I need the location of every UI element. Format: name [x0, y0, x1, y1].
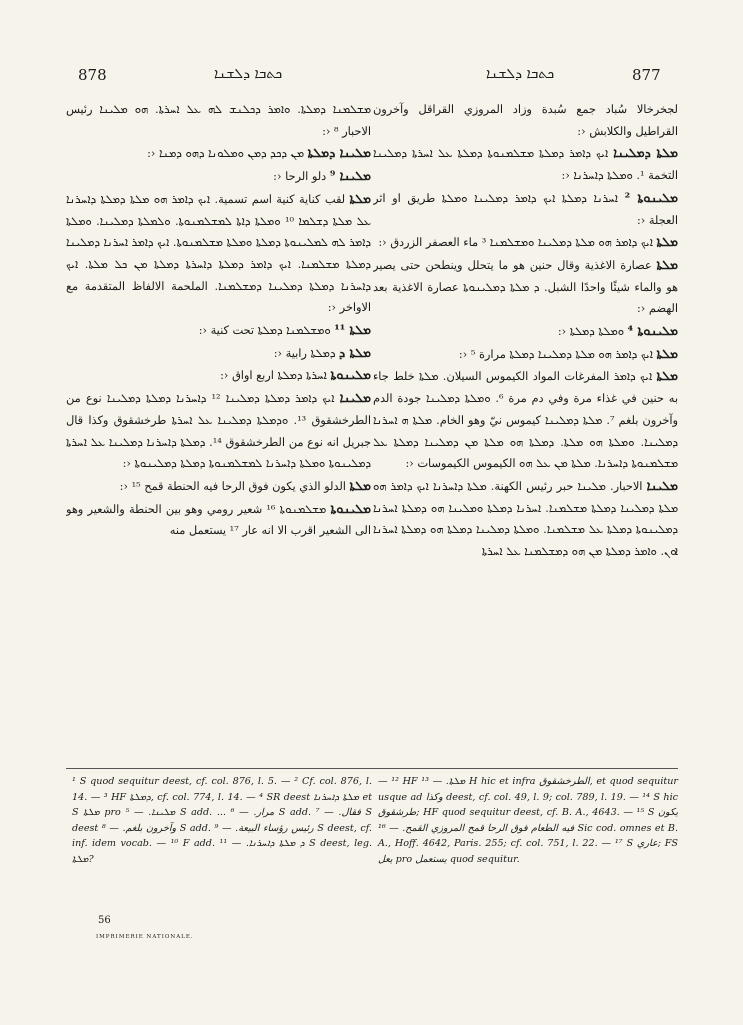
- lexicon-entry: [66, 387, 371, 475]
- lexicon-entry: [373, 142, 678, 186]
- entry-text: لقب كناية كنية اسم تسمية. ܐܝܟ ܕܐܡܪ ܗܘ ܡܠܬܐ ܕܡܠܬܐ ܕܐܚܪܢܐ ܥܠ ܡܠܬܐ ܕܫܠܡܐ ¹⁰ ܘܡܠܬܐ ܕܐܬܐ ܠܡܫܠܡܢܘܬܐ. ܘܠܡܠܬܐ ܕܡܠܝܢܐ. ܘܡܠܬܐ ܕܐܡܪ ܠܗ ܠܡܠܝܢܘܬܐ ܕܡܠܬܐ ܘܡܠܬܐ ܡܫܠܡܢܘܬܐ. ܐܝܟ ܕܐܡܪ ܐܚܪܢܐ ܕܡܠܝܢܐ ܕܡܠܬܐ ܡܫܠܡܢܐ. ܐܝܟ ܕܐܡܪ ܕܡܠܬܐ ܕܐܚܪܬܐ ܕܡܠܬܐ ܡܢ ܟܠ ܡܠܬܐ. ܐܝܟ ܕܐܚܪܢܐ ܕܡܠܬܐ ܕܡܠܝܢܐ ܕܡܫܠܡܢܐ. الملحمة الالفاظ المتقدمة مع الاواخر ‹:: [66, 192, 371, 315]
- entry-headword: ܡܠܝܢܘܬܐ ²: [624, 189, 678, 205]
- left-running-title: ܟܬܒܐ ܕܠܫܢܐ: [214, 66, 283, 82]
- lexicon-entry: [373, 343, 678, 366]
- right-running-title: ܟܬܒܐ ܕܠܫܢܐ: [486, 66, 555, 82]
- entry-text: ܐܝܟ ܕܐܡܪ ܗܘ ܡܠܬܐ ܕܡܠܝܢܐ ܕܡܠܬܐ مرارة ⁵ ‹:: [458, 347, 657, 361]
- entry-text: الدلو الذي يكون فوق الرحا فيه الحنطة قمح ¹⁵ ‹:: [119, 479, 350, 493]
- left-column: [66, 98, 371, 753]
- entry-text: عصارة الاغذية وقال حنين هو ما يتحلل وينطحن حتى يصير هو والماء شيئًا واحدًا الشبل. ܕ ܡܠܬܐ ܕܡܠܝܢܘܬܐ عصارة الاغذية بعد الهضم ‹:: [373, 258, 678, 316]
- lexicon-entry: [373, 231, 678, 254]
- entry-headword: ܡܠܝܢܐ: [339, 390, 371, 406]
- footnote-rule: [66, 768, 678, 769]
- right-column: [373, 98, 678, 753]
- entry-text: ܘܡܫܠܡܢܐ ܕܡܠܬܐ تحت كنية ‹:: [198, 324, 335, 338]
- entry-headword: ܡܠܬܐ: [349, 190, 371, 206]
- lexicon-entry: [66, 342, 371, 365]
- lexicon-entry: [66, 142, 371, 165]
- entry-text: دلو الرحا ‹:: [273, 170, 330, 184]
- right-page-number: 877: [632, 66, 661, 84]
- lexicon-entry: [373, 187, 678, 231]
- entry-headword: ܡܠܝܢܘܬܐ: [330, 367, 371, 383]
- entry-text: ܐܝܟ ܕܐܡܪ ܕܡܠܬܐ ܡܫܠܡܢܘܬܐ ܕܡܠܬܐ ܥܠ ܐܚܪܬܐ ܕܡܠܝܢܐ التخمة ¹. ܘܡܠܬܐ ܕܐܚܪܢܐ ‹:: [373, 147, 678, 183]
- footnote-text: ¹ S quod sequitur deest, cf. col. 876, l. 5. — ² Cf. col. 876, l. 14. — ³ HF ܕܡܠܬܐ, cf. col. 774, l. 14. — ⁴ SR deest ܡܠܬܐ ܕܐܚܪܢܐ et S ܡܠܬܐ pro ܡܠܝܢܐ. — ⁵ S add. ... مرار. — ⁶ S add. فقال. — ⁷ S deest وآخرون بلغم. — ⁸ S add. رئيس رؤساء البيعة. — ⁹ S deest, cf. inf. idem vocab. — ¹⁰ F add. ܕ ܡܠܬܐ ܕܐܚܪܢܐ. — ¹¹ S deest, leg. ܡܠܬܐ?: [72, 776, 373, 865]
- lexicon-entry: [373, 254, 678, 320]
- lexicon-entry: [373, 98, 678, 142]
- entry-text: ܐܚܪܬܐ ܕܡܠܬܐ اربع اواق ‹:: [220, 369, 331, 383]
- lexicon-entry: [66, 165, 371, 188]
- lexicon-entry: [373, 365, 678, 475]
- lexicon-entry: [66, 98, 371, 142]
- lexicon-entry: [373, 475, 678, 563]
- lexicon-entry: [66, 475, 371, 498]
- entry-headword: ܡܠܬܐ: [656, 234, 678, 250]
- entry-headword: ܡܠܬܐ ¹¹: [334, 322, 371, 338]
- signature-mark: 56: [98, 915, 111, 926]
- entry-text: ܡܫܠܡܢܘܬܐ ¹⁶ شعير رومي وهو بين الحنطة والشعير وهو الى الشعير اقرب الا انه عار ¹⁷ يستعمل منه: [66, 502, 371, 538]
- entry-text: ܘܡܠܬܐ ܕܡܠܬܐ ‹:: [557, 325, 628, 339]
- entry-text: ܡܫܠܡܢܐ ܕܡܠܬܐ. ܘܐܡܪ ܕܟܠܢܫ ܠܗ ܥܠ ܐܚܪܬܐ. ܗܘ ܡܠܝܢܐ رئيس الاحبار ⁸ ‹:: [66, 103, 371, 138]
- left-page-number: 878: [78, 66, 107, 84]
- entry-text: ܐܝܟ ܕܐܡܪ ܕܡܠܬܐ ܕܡܠܝܢܐ ¹² ܕܐܚܪܢܐ ܕܡܠܬܐ ܕܡܠܝܢܐ نوع من الطرخشقوق ¹³. ܘܕܡܠܬܐ ܕܡܠܝܢܐ ܥܠ ܐܚܪܬܐ طرخشقوق وكذا قال جبريل انه نوع من الطرخشقوق ¹⁴. ܕܡܠܬܐ ܕܐܚܪܢܐ ܕܡܠܝܢܐ ܥܠ ܐܚܪܬܐ ܕܡܠܝܢܘܬܐ ܘܡܠܬܐ ܕܐܚܪܢܐ ܠܡܫܠܡܢܘܬܐ ܕܡܠܬܐ ܕܡܠܝܢܘܬܐ ‹:: [66, 392, 371, 471]
- footnotes-left: [72, 774, 372, 868]
- entry-headword: ܡܠܝܢܐ: [646, 477, 678, 493]
- entry-headword: ܡܠܝܢܘܬܐ ⁴: [627, 323, 678, 339]
- entry-headword: ܡܠܬܐ: [349, 477, 371, 493]
- entry-headword: ܡܠܬܐ ܕ: [339, 344, 371, 360]
- entry-headword: ܡܠܬܐ: [656, 256, 678, 272]
- entry-text: ܕܡܠܬܐ رابية ‹:: [273, 346, 340, 360]
- entry-headword: ܡܠܬܐ ܕܡܠܝܢܐ: [613, 145, 678, 161]
- imprint-line: IMPRIMERIE NATIONALE.: [96, 934, 194, 940]
- entry-text: ܐܚܪܢܐ ܕܡܠܬܐ ܐܝܟ ܕܐܡܪ ܕܡܠܝܢܐ ܘܡܠܬܐ طريق او اثر العجلة ‹:: [373, 191, 678, 227]
- lexicon-entry: [66, 319, 371, 342]
- entry-text: الاحبار. ܡܠܝܢܐ حبر رئيس الكهنة. ܡܠܬܐ ܕܐܚܪܢܐ ܐܝܟ ܕܐܡܪ ܗܘ ܡܠܬܐ ܕܡܠܝܢܐ ܕܡܠܬܐ ܡܫܠܡܢܐ. ܐܚܪܢܐ ܕܡܠܬܐ ܘܡܠܝܢܐ ܗܘ ܕܡܠܬܐ ܐܚܪܢܐ ܕܡܠܝܢܘܬܐ ܕܡܠܬܐ ܥܠ ܡܫܠܡܢܐ. ܘܡܠܬܐ ܕܡܠܝܢܐ ܕܡܠܬܐ ܗܘ ܕܡܠܬܐ ܐܚܪܢܐ ܐܘܢ. ܘܐܡܪ ܕܡܠܬܐ ܡܢ ܗܘ ܕܡܫܠܡܢܐ ܥܠ ܐܚܪܬܐ: [373, 479, 678, 559]
- entry-headword: ܡܠܬܐ: [656, 368, 678, 384]
- entry-text: لجخرخالا سُباد جمع سُبدة وزاد المروزي القراقل وآخرون القراطيل والكلابش ‹:: [373, 103, 678, 138]
- entry-headword: ܡܠܬܐ: [656, 345, 678, 361]
- lexicon-entry: [66, 188, 371, 319]
- entry-text: ܐܝܟ ܕܐܡܪ ܗܘ ܡܠܬܐ ܕܡܠܝܢܐ ܘܡܫܠܡܢܐ ³ ماء العصفر الزردق ‹:: [378, 236, 657, 250]
- lexicon-entry: [66, 364, 371, 387]
- entry-headword: ܡܠܝܢܘܬܐ: [330, 500, 371, 516]
- entry-text: ܐܝܟ ܕܐܡܪ المفرغات المواد الكيموس السيلان. ܡܠܬܐ خلط جاء به حنين في غذاء مرة وفي دم مرة ⁶. ܘܡܠܬܐ ܕܡܠܝܢܐ جودة الدم وآخرون بلغم ⁷. ܡܠܬܐ ܕܡܠܝܢܐ كيموس نيّ وهو الخام. ܡܠܬܐ ܗ ܐܚܪܢܐ ܕܡܠܝܢܐ. ܘܡܠܬܐ ܗܘ ܡܠܬܐ. ܕܡܠܬܐ ܗܘ ܡܠܬܐ ܡܢ ܕܡܠܝܢܐ ܕܡܠܬܐ ܥܠ ܡܫܠܡܢܘܬܐ ܕܐܚܪܢܐ. ܡܠܬܐ ܡܢ ܥܠ ܗܘ الكيموس الكيموسات ‹:: [373, 370, 678, 471]
- footnote-text: — ¹² HF ܡܠܬܐ. — ¹³ H hic et infra الطرخشقوق, et quod sequitur usque ad وكذا deest, cf. col. 49, l. 9; col. 789, l. 19. — ¹⁴ S hic طرشقوق; HF quod sequitur deest, cf. B. A., 4643. — ¹⁵ S يكون فيه الطعام فوق الرحا قمح المروزي القمح. — ¹⁶ Sic cod. omnes et B. A., Hoff. 4642, Paris. 255; cf. col. 751, l. 22. — ¹⁷ S عاري; FS يعل pro يستعمل quod sequitur.: [378, 776, 679, 865]
- entry-text: ܡܢ ܕܟܕ ܕܡܢ ܘܡܠܘܢܐ ܕܗܘ ܕܡܢܐ ‹:: [147, 147, 308, 161]
- entry-headword: ܡܠܝܢܐ ܕܡܠܬܐ: [307, 145, 371, 161]
- lexicon-entry: [66, 498, 371, 542]
- footnotes-right: [378, 774, 678, 868]
- lexicon-entry: [373, 320, 678, 343]
- entry-headword: ܡܠܝܢܐ ⁹: [329, 168, 371, 184]
